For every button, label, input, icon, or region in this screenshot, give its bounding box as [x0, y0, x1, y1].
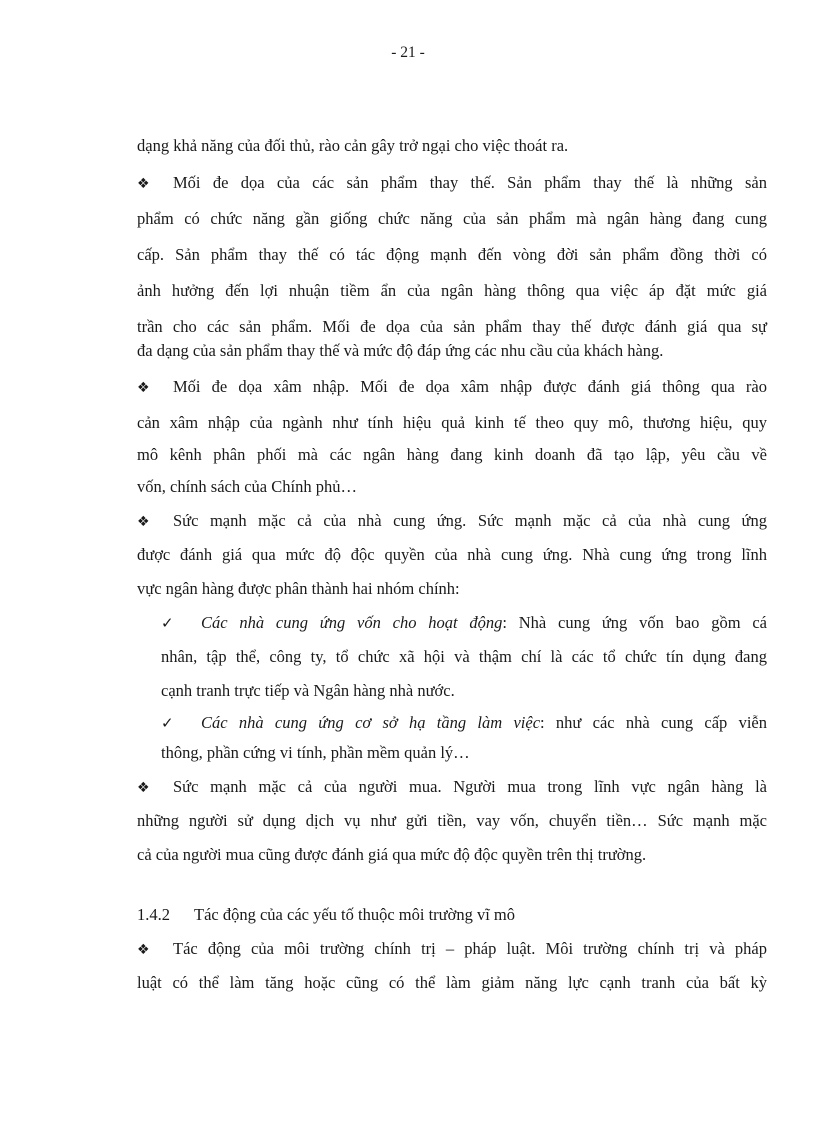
diamond-bullet-icon: ❖ — [137, 942, 150, 958]
text-line: cản xâm nhập của ngành như tính hiệu quả kinh tế theo quy mô, thương hiệu, quy — [137, 413, 767, 432]
diamond-bullet-icon: ❖ — [137, 780, 150, 796]
text-line: mô kênh phân phối mà các ngân hàng đang kinh doanh đã tạo lập, yêu cầu về — [137, 445, 767, 464]
check-item-infrastructure-suppliers — [161, 713, 767, 733]
text-line: cạnh tranh trực tiếp và Ngân hàng nhà nước. — [161, 681, 455, 700]
text-line: Tác động của môi trường chính trị – pháp luật. Môi trường chính trị và pháp — [173, 939, 767, 958]
section-number: 1.4.2 — [137, 905, 170, 924]
bullet-paragraph-substitutes — [137, 173, 767, 193]
text-line: đa dạng của sản phẩm thay thế và mức độ đáp ứng các nhu cầu của khách hàng. — [137, 341, 664, 360]
diamond-bullet-icon: ❖ — [137, 176, 150, 192]
diamond-bullet-icon: ❖ — [137, 380, 150, 396]
bullet-paragraph-entrants — [137, 377, 767, 397]
text-line: Mối đe dọa của các sản phẩm thay thế. Sản phẩm thay thế là những sản — [173, 173, 767, 192]
page-number: - 21 - — [391, 44, 425, 61]
bullet-paragraph-political-legal — [137, 939, 767, 959]
text-line: vốn, chính sách của Chính phủ… — [137, 477, 357, 496]
text-line: dạng khả năng của đối thủ, rào cản gây trở ngại cho việc thoát ra. — [137, 136, 569, 155]
text-line: trần cho các sản phẩm. Mối đe dọa của sản phẩm thay thế được đánh giá qua sự — [137, 317, 767, 336]
section-heading — [137, 905, 515, 925]
diamond-bullet-icon: ❖ — [137, 514, 150, 530]
text-line: thông, phần cứng vi tính, phần mềm quản lý… — [161, 743, 470, 762]
italic-term: Các nhà cung ứng cơ sở hạ tầng làm việc — [201, 713, 541, 732]
check-item-capital-suppliers — [161, 613, 767, 633]
text-line: cả của người mua cũng được đánh giá qua mức độ độc quyền trên thị trường. — [137, 845, 647, 864]
section-title: Tác động của các yếu tố thuộc môi trường vĩ mô — [194, 905, 515, 924]
text-line: nhân, tập thể, công ty, tổ chức xã hội và thậm chí là các tổ chức tín dụng đang — [161, 647, 767, 666]
text-line: cấp. Sản phẩm thay thế có tác động mạnh đến vòng đời sản phẩm đồng thời có — [137, 245, 767, 264]
text-line: luật có thể làm tăng hoặc cũng có thể làm giảm năng lực cạnh tranh của bất kỳ — [137, 973, 767, 992]
checkmark-icon: ✓ — [161, 614, 174, 632]
text-line: những người sử dụng dịch vụ như gửi tiền, vay vốn, chuyển tiền… Sức mạnh mặc — [137, 811, 767, 830]
text-line: phẩm có chức năng gần giống chức năng của sản phẩm mà ngân hàng đang cung — [137, 209, 767, 228]
text-line: vực ngân hàng được phân thành hai nhóm chính: — [137, 579, 460, 598]
text-line: Sức mạnh mặc cả của người mua. Người mua trong lĩnh vực ngân hàng là — [173, 777, 767, 796]
bullet-paragraph-suppliers — [137, 511, 767, 531]
text-line: Sức mạnh mặc cả của nhà cung ứng. Sức mạnh mặc cả của nhà cung ứng — [173, 511, 767, 530]
text-line: : như các nhà cung cấp viễn — [540, 713, 767, 732]
checkmark-icon: ✓ — [161, 714, 174, 732]
bullet-paragraph-buyers — [137, 777, 767, 797]
text-line: được đánh giá qua mức độ độc quyền của nhà cung ứng. Nhà cung ứng trong lĩnh — [137, 545, 767, 564]
text-line: Mối đe dọa xâm nhập. Mối đe dọa xâm nhập được đánh giá thông qua rào — [173, 377, 767, 396]
italic-term: Các nhà cung ứng vốn cho hoạt động — [201, 613, 503, 632]
text-line: ảnh hưởng đến lợi nhuận tiềm ẩn của ngân hàng thông qua việc áp đặt mức giá — [137, 281, 767, 300]
text-line: : Nhà cung ứng vốn bao gồm cá — [502, 613, 767, 632]
